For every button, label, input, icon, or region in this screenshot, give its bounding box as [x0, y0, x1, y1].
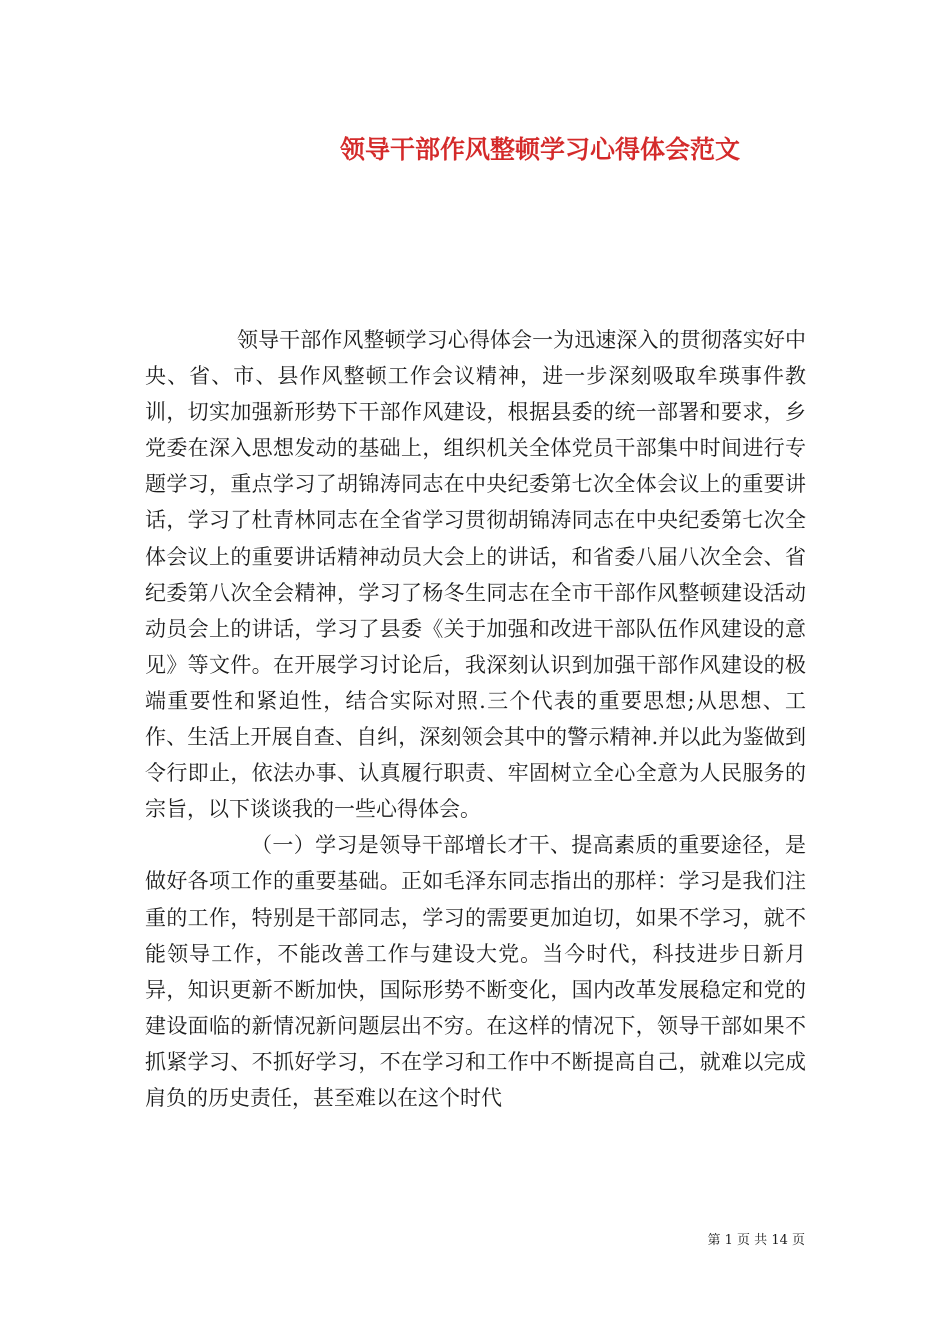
page-number: 第 1 页 共 14 页 [707, 1233, 805, 1248]
document-body [145, 322, 806, 1116]
paragraph-section-one: （一）学习是领导干部增长才干、提高素质的重要途径，是做好各项工作的重要基础。正如毛泽东同志指出的那样：学习是我们注重的工作，特别是干部同志，学习的需要更加迫切，如果不学习，就不能领导工作，不能改善工作与建设大党。当今时代，科技进步日新月异，知识更新不断加快，国际形势不断变化，国内改革发展稳定和党的建设面临的新情况新问题层出不穷。在这样的情况下，领导干部如果不抓紧学习、不抓好学习，不在学习和工作中不断提高自己，就难以完成肩负的历史责任，甚至难以在这个时代 [145, 833, 806, 1110]
paragraph-intro: 领导干部作风整顿学习心得体会一为迅速深入的贯彻落实好中央、省、市、县作风整顿工作会议精神，进一步深刻吸取牟瑛事件教训，切实加强新形势下干部作风建设，根据县委的统一部署和要求，乡党委在深入思想发动的基础上，组织机关全体党员干部集中时间进行专题学习，重点学习了胡锦涛同志在中央纪委第七次全体会议上的重要讲话，学习了杜青林同志在全省学习贯彻胡锦涛同志在中央纪委第七次全体会议上的重要讲话精神动员大会上的讲话，和省委八届八次全会、省纪委第八次全会精神，学习了杨冬生同志在全市干部作风整顿建设活动动员会上的讲话，学习了县委《关于加强和改进干部队伍作风建设的意见》等文件。在开展学习讨论后，我深刻认识到加强干部作风建设的极端重要性和紧迫性，结合实际对照.三个代表的重要思想;从思想、工作、生活上开展自查、自纠，深刻领会其中的警示精神.并以此为鉴做到令行即止，依法办事、认真履行职责、牢固树立全心全意为人民服务的宗旨，以下谈谈我的一些心得体会。 [145, 328, 806, 822]
document-title: 领导干部作风整顿学习心得体会范文 [339, 135, 740, 164]
